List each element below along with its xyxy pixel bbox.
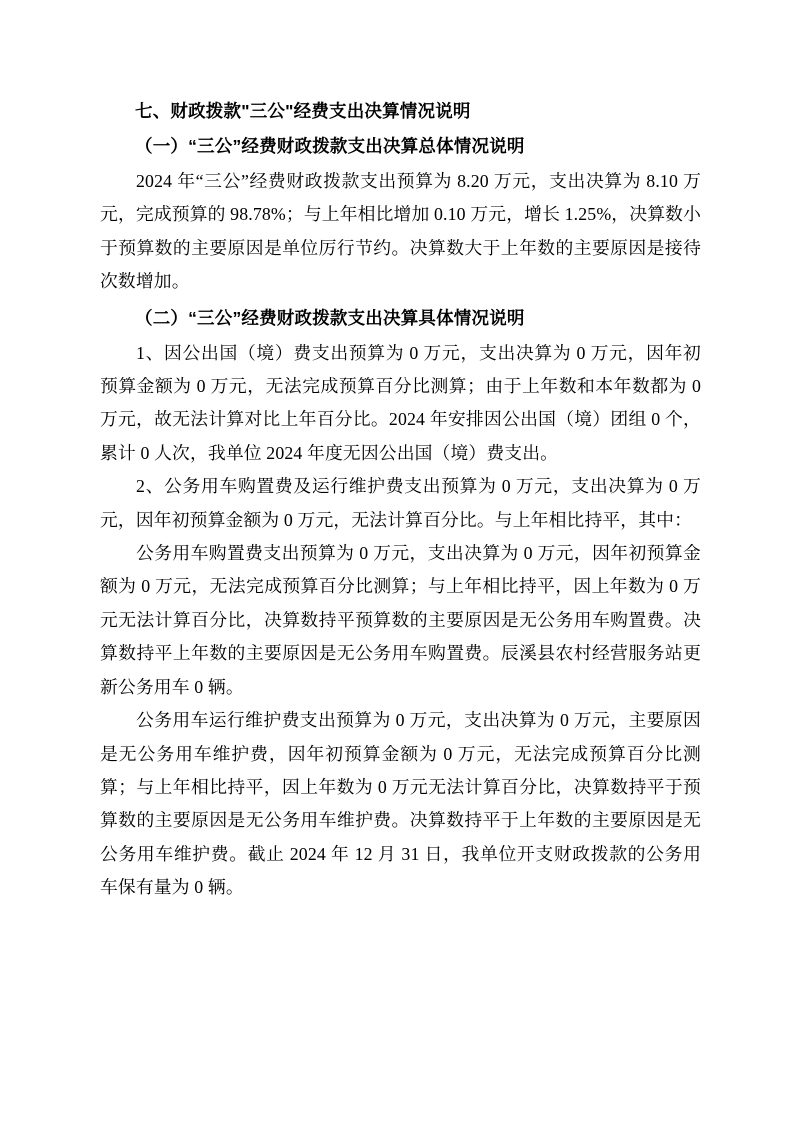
paragraph-overseas-travel: 1、因公出国（境）费支出预算为 0 万元，支出决算为 0 万元，因年初预算金额为 0 万元，无法完成预算百分比测算；由于上年数和本年数都为 0 万元，故无法计算对比上年百分比。2024 年安排因公出国（境）团组 0 个，累计 0 人次，我单位 2024 年度无因公出国（境）费支出。 bbox=[100, 342, 701, 463]
paragraph-vehicle-maintenance: 公务用车运行维护费支出预算为 0 万元，支出决算为 0 万元，主要原因是无公务用车维护费，因年初预算金额为 0 万元，无法完成预算百分比测算；与上年相比持平，因上年数为 0 万元无法计算百分比，决算数持平于预算数的主要原因是无公务用车维护费。决算数持平于上年数的主要原因是无公务用车维护费。截止 2024 年 12 月 31 日，我单位开支财政拨款的公务用车保有量为 0 辆。 bbox=[100, 710, 701, 898]
paragraph-vehicle-purchase: 公务用车购置费支出预算为 0 万元，支出决算为 0 万元，因年初预算金额为 0 万元，无法完成预算百分比测算；与上年相比持平，因上年数为 0 万元无法计算百分比，决算数持平预算数的主要原因是无公务用车购置费。决算数持平上年数的主要原因是无公务用车购置费。辰溪县农村经营服务站更新公务用车 0 辆。 bbox=[100, 543, 701, 697]
section-heading: 七、财政拨款"三公"经费支出决算情况说明 bbox=[135, 101, 471, 121]
subsection-2-heading: （二）“三公”经费财政拨款支出决算具体情况说明 bbox=[135, 307, 525, 328]
document-body bbox=[100, 96, 701, 905]
paragraph-official-vehicle-total: 2、公务用车购置费及运行维护费支出预算为 0 万元，支出决算为 0 万元，因年初预算金额为 0 万元，无法计算百分比。与上年相比持平，其中： bbox=[100, 476, 701, 530]
subsection-1-heading: （一）“三公”经费财政拨款支出决算总体情况说明 bbox=[135, 136, 525, 156]
paragraph-overall-summary: 2024 年“三公”经费财政拨款支出预算为 8.20 万元，支出决算为 8.10 万元，完成预算的 98.78%；与上年相比增加 0.10 万元，增长 1.25%，决算数小于预算数的主要原因是单位厉行节约。决算数大于上年数的主要原因是接待次数增加。 bbox=[100, 171, 701, 292]
